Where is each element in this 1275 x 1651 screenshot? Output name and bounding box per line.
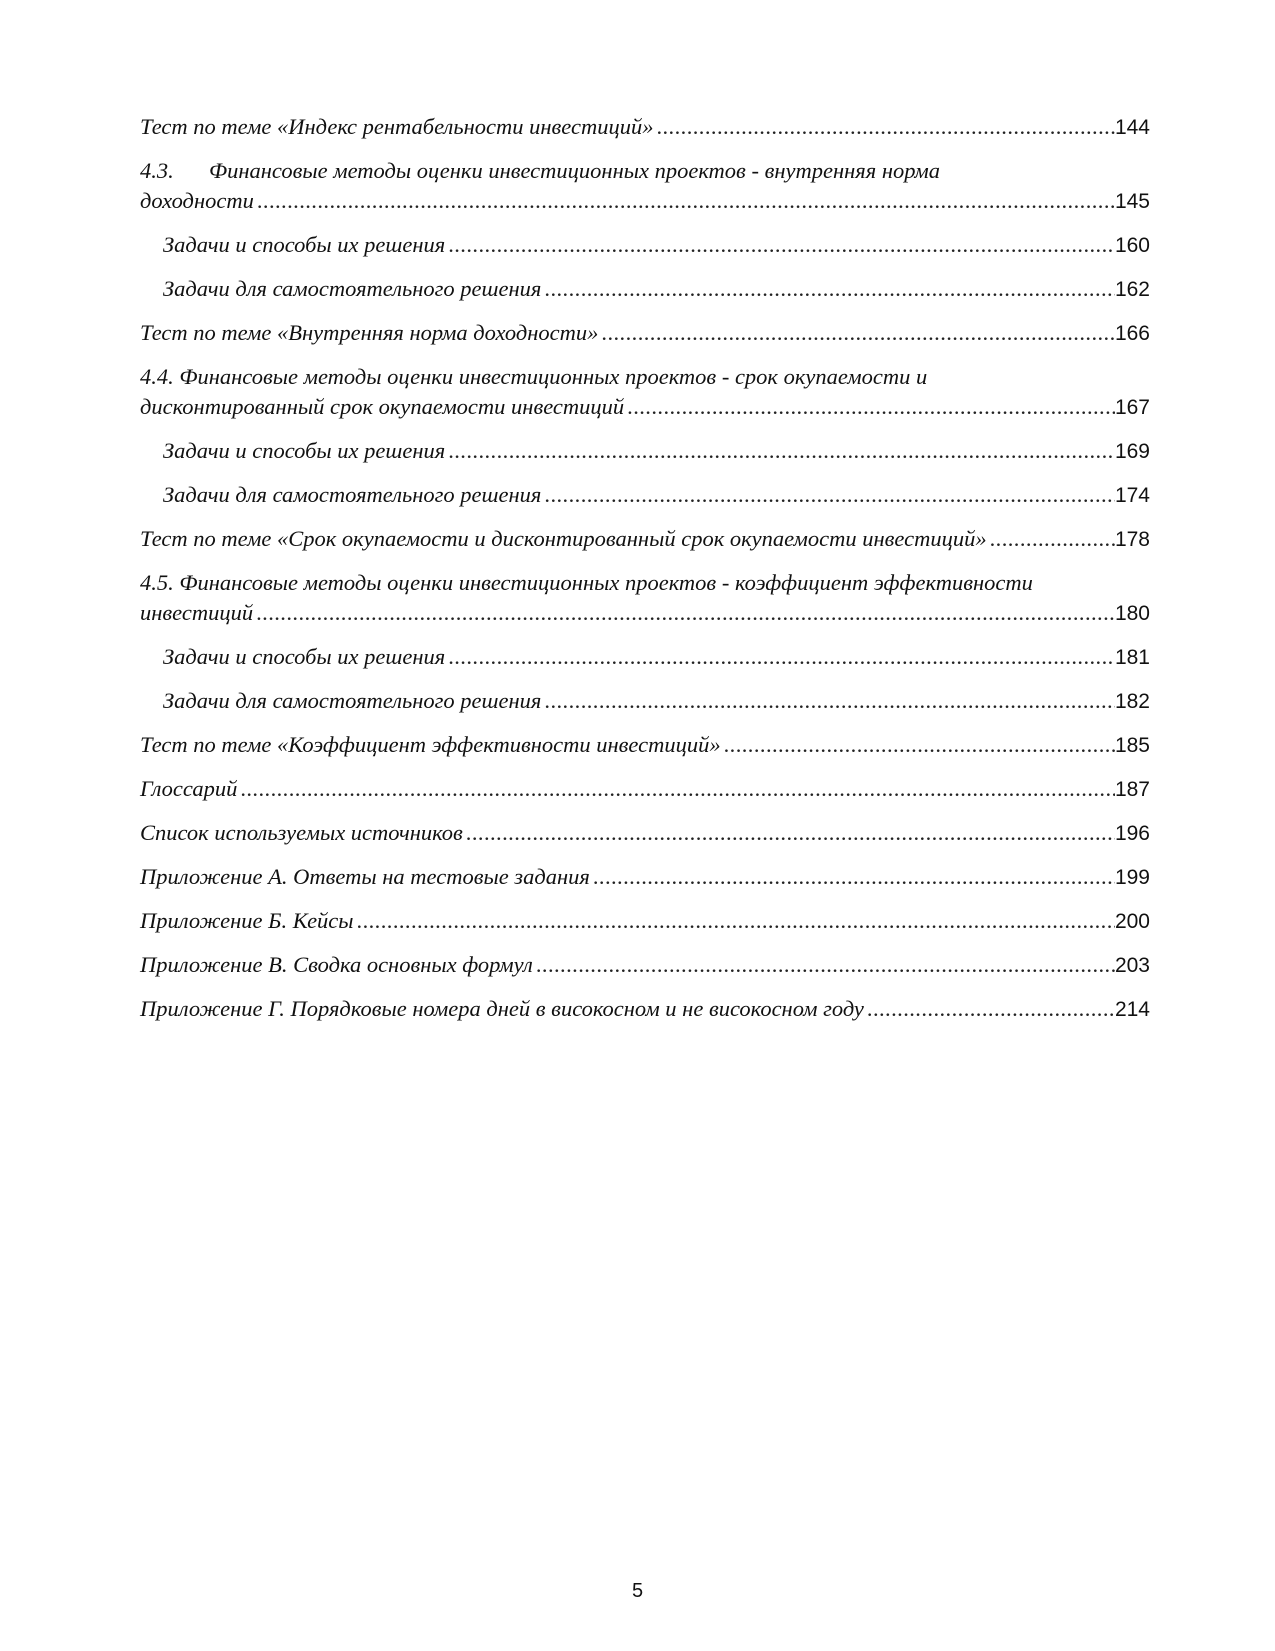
toc-entry-title: Тест по теме «Внутренняя норма доходности» — [140, 320, 599, 345]
toc-entry-title-line1: Финансовые методы оценки инвестиционных проектов - внутренняя норма — [209, 158, 940, 183]
dot-leader — [253, 598, 1115, 628]
dot-leader — [445, 230, 1115, 260]
table-of-contents — [140, 112, 1150, 1038]
dot-leader — [624, 392, 1115, 422]
toc-entry-page: 166 — [1114, 322, 1150, 345]
toc-entry[interactable] — [140, 994, 1150, 1025]
toc-entry[interactable] — [140, 906, 1150, 937]
toc-entry[interactable] — [140, 686, 1150, 717]
toc-entry[interactable] — [140, 730, 1150, 761]
toc-entry[interactable] — [140, 318, 1150, 349]
toc-entry-title: инвестиций — [140, 600, 254, 625]
dot-leader — [541, 686, 1115, 716]
toc-entry[interactable] — [140, 112, 1150, 143]
toc-entry-page: 160 — [1114, 234, 1150, 257]
toc-entry-title: Список используемых источников — [140, 820, 463, 845]
toc-entry-page: 169 — [1114, 440, 1150, 463]
dot-leader — [541, 480, 1115, 510]
toc-entry-page: 181 — [1114, 646, 1150, 669]
toc-entry[interactable] — [140, 480, 1150, 511]
dot-leader — [445, 436, 1115, 466]
toc-entry-page: 144 — [1114, 116, 1150, 139]
toc-entry[interactable] — [140, 818, 1150, 849]
toc-entry-page: 200 — [1114, 910, 1150, 933]
section-number: 4.3. — [140, 158, 174, 183]
toc-entry-page: 199 — [1114, 866, 1150, 889]
dot-leader — [354, 906, 1115, 936]
toc-entry-title: Тест по теме «Индекс рентабельности инвестиций» — [140, 114, 654, 139]
toc-entry-title: Задачи и способы их решения — [163, 438, 446, 463]
toc-entry[interactable] — [140, 568, 1150, 629]
toc-entry-title-line1: 4.4. Финансовые методы оценки инвестиционных проектов - срок окупаемости и — [140, 364, 928, 389]
dot-leader — [541, 274, 1115, 304]
toc-entry-title: Приложение В. Сводка основных формул — [140, 952, 533, 977]
toc-entry-page: 167 — [1114, 396, 1150, 419]
toc-entry[interactable] — [140, 950, 1150, 981]
toc-entry-title: Приложение А. Ответы на тестовые задания — [140, 864, 590, 889]
toc-entry-page: 214 — [1114, 998, 1150, 1021]
toc-entry-page: 182 — [1114, 690, 1150, 713]
toc-entry[interactable] — [140, 642, 1150, 673]
toc-entry[interactable] — [140, 524, 1150, 555]
toc-entry-title: доходности — [140, 188, 254, 213]
dot-leader — [237, 774, 1115, 804]
toc-entry-title: Приложение Г. Порядковые номера дней в високосном и не високосном году — [140, 996, 864, 1021]
toc-entry[interactable] — [140, 230, 1150, 261]
toc-entry-title: Задачи для самостоятельного решения — [163, 688, 542, 713]
toc-entry-title: Задачи и способы их решения — [163, 644, 446, 669]
dot-leader — [987, 524, 1115, 554]
toc-entry[interactable] — [140, 862, 1150, 893]
toc-entry-title: Тест по теме «Коэффициент эффективности инвестиций» — [140, 732, 721, 757]
page-number: 5 — [631, 1580, 644, 1602]
toc-entry-title: дисконтированный срок окупаемости инвестиций — [140, 394, 625, 419]
dot-leader — [533, 950, 1115, 980]
toc-entry-title: Глоссарий — [140, 776, 238, 801]
toc-entry-page: 185 — [1114, 734, 1150, 757]
toc-entry-page: 145 — [1114, 190, 1150, 213]
toc-entry-title: Тест по теме «Срок окупаемости и дисконтированный срок окупаемости инвестиций» — [140, 526, 987, 551]
dot-leader — [463, 818, 1115, 848]
toc-entry-title-line1: 4.5. Финансовые методы оценки инвестиционных проектов - коэффициент эффективности — [140, 570, 1033, 595]
toc-entry-page: 174 — [1114, 484, 1150, 507]
dot-leader — [445, 642, 1115, 672]
dot-leader — [864, 994, 1115, 1024]
toc-entry-title: Приложение Б. Кейсы — [140, 908, 354, 933]
toc-entry-page: 196 — [1114, 822, 1150, 845]
toc-entry[interactable] — [140, 274, 1150, 305]
toc-entry-title: Задачи для самостоятельного решения — [163, 276, 542, 301]
dot-leader — [721, 730, 1115, 760]
toc-entry-page: 178 — [1114, 528, 1150, 551]
toc-entry-title: Задачи для самостоятельного решения — [163, 482, 542, 507]
toc-entry-page: 180 — [1114, 602, 1150, 625]
toc-entry-page: 162 — [1114, 278, 1150, 301]
dot-leader — [254, 186, 1115, 216]
toc-entry[interactable] — [140, 362, 1150, 423]
toc-entry-page: 187 — [1114, 778, 1150, 801]
toc-entry[interactable] — [140, 156, 1150, 217]
toc-entry-page: 203 — [1114, 954, 1150, 977]
dot-leader — [653, 112, 1115, 142]
toc-entry[interactable] — [140, 436, 1150, 467]
toc-entry[interactable] — [140, 774, 1150, 805]
dot-leader — [598, 318, 1115, 348]
toc-entry-title: Задачи и способы их решения — [163, 232, 446, 257]
dot-leader — [590, 862, 1115, 892]
